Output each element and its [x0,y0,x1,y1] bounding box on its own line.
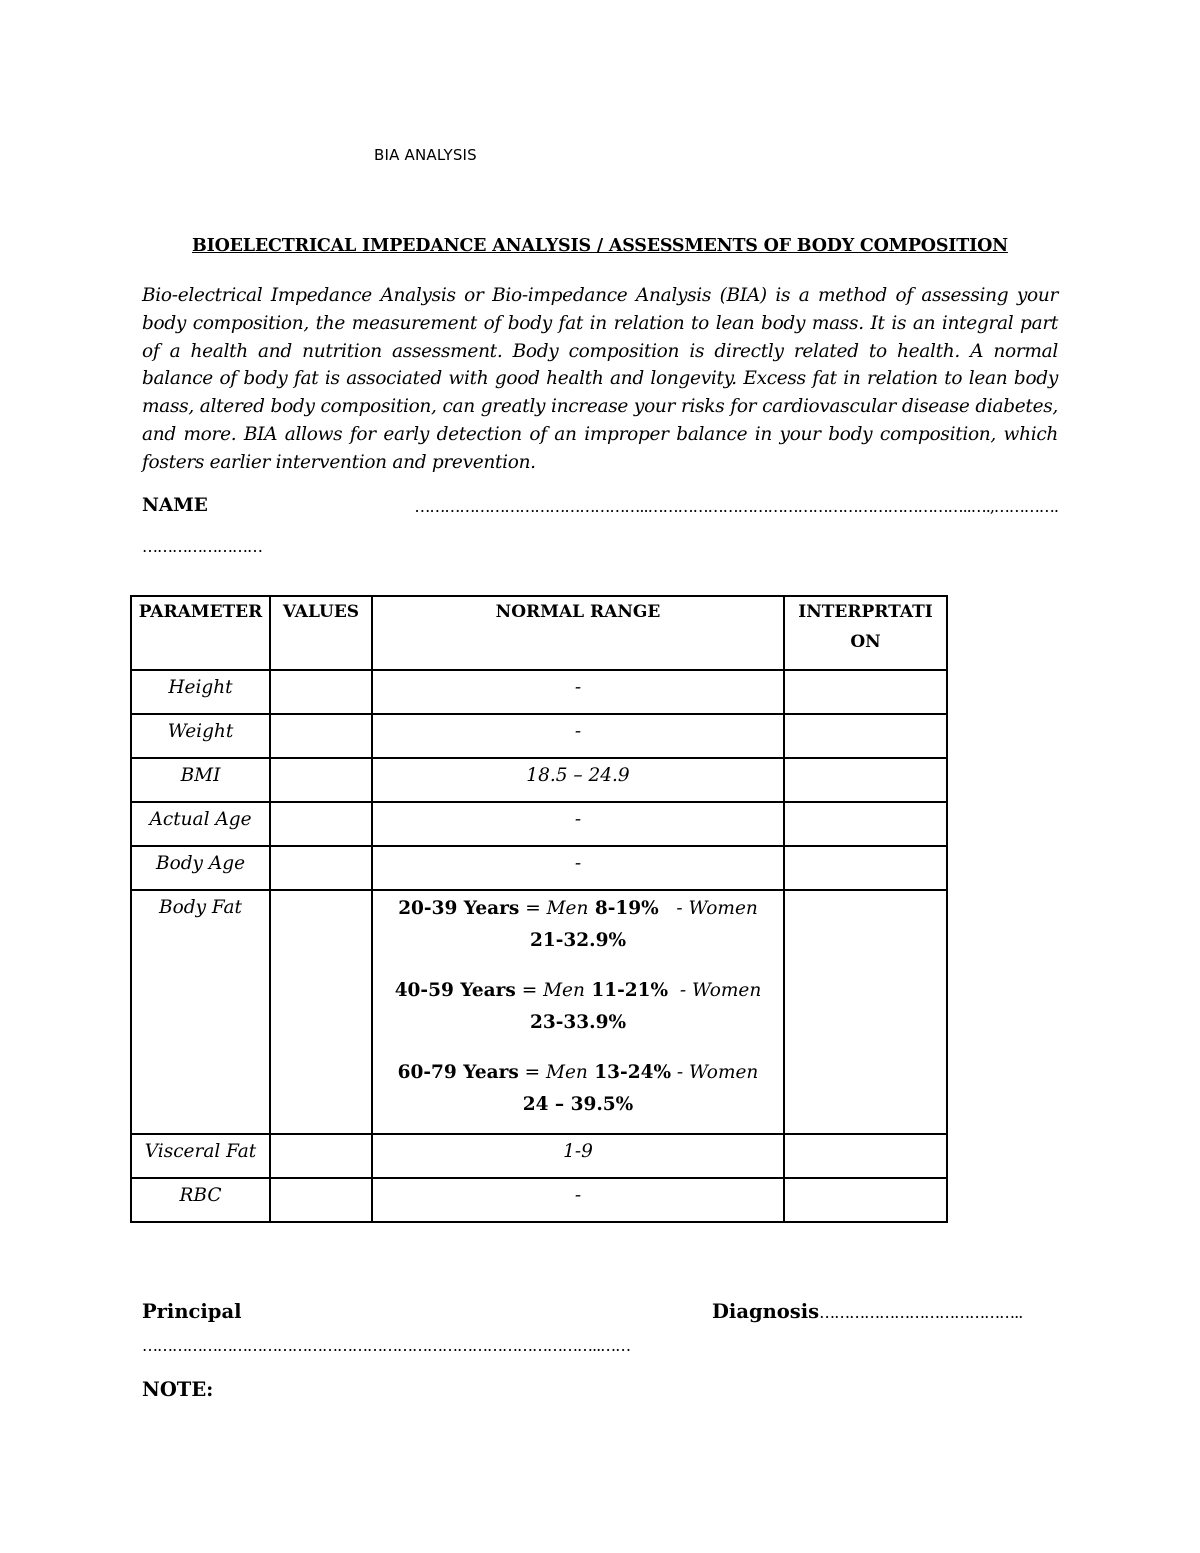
header-normal-range: NORMAL RANGE [372,596,784,670]
name-label: NAME [142,495,208,516]
table-row [131,670,947,714]
param-bmi: BMI [131,758,270,802]
document-title: BIOELECTRICAL IMPEDANCE ANALYSIS / ASSESSMENTS OF BODY COMPOSITION [192,236,1008,256]
value-cell[interactable] [270,758,372,802]
table-row [131,1178,947,1222]
body-fat-group-40-59: 40-59 Years = Men 11-21% - Women 23-33.9% [394,980,762,1033]
intro-paragraph: Bio-electrical Impedance Analysis or Bio-impedance Analysis (BIA) is a method of assessing your body composition, the measurement of body fat in relation to lean body mass. It is an integral part of a health and nutrition assessment. Body composition is directly related to health. A normal balance of body fat is associated with good health and longevity. Excess fat in relation to lean body mass, altered body composition, can greatly increase your risks for cardiovascular disease diabetes, and more. BIA allows for early detection of an improper balance in your body composition, which fosters earlier intervention and prevention. [142,285,1058,473]
range-cell: - [372,714,784,758]
interpretation-cell[interactable] [784,670,947,714]
value-cell[interactable] [270,802,372,846]
interpretation-cell[interactable] [784,758,947,802]
param-body-fat: Body Fat [131,890,270,1134]
param-rbc: RBC [131,1178,270,1222]
table-row [131,846,947,890]
table-row [131,758,947,802]
param-visceral-fat: Visceral Fat [131,1134,270,1178]
bia-table [130,595,948,1223]
value-cell[interactable] [270,714,372,758]
header-values: VALUES [270,596,372,670]
range-cell: - [372,846,784,890]
diagnosis-fill-line[interactable]: ………………………………….. [819,1303,1023,1322]
interpretation-cell[interactable] [784,846,947,890]
range-cell: - [372,1178,784,1222]
interpretation-cell[interactable] [784,890,947,1134]
range-cell: 1-9 [372,1134,784,1178]
body-fat-group-20-39: 20-39 Years = Men 8-19% - Women 21-32.9% [398,898,758,951]
value-cell[interactable] [270,890,372,1134]
table-row [131,802,947,846]
body-fat-group-60-79: 60-79 Years = Men 13-24% - Women 24 – 39.5% [397,1062,759,1115]
range-cell: - [372,802,784,846]
header-interpretation: INTERPRTATION [784,596,947,670]
param-weight: Weight [131,714,270,758]
table-row [131,714,947,758]
value-cell[interactable] [270,846,372,890]
name-fill-line-continued[interactable]: …………………… [142,537,262,556]
range-cell: - [372,670,784,714]
table-row [131,1134,947,1178]
table-header-row [131,596,947,670]
value-cell[interactable] [270,1134,372,1178]
param-height: Height [131,670,270,714]
value-cell[interactable] [270,1178,372,1222]
header-parameter: PARAMETER [131,596,270,670]
interpretation-cell[interactable] [784,1178,947,1222]
name-fill-line[interactable]: ………………………………………..………………………………………………………..….,…………. [414,497,1058,516]
interpretation-cell[interactable] [784,802,947,846]
interpretation-cell[interactable] [784,1134,947,1178]
diagnosis-field [712,1300,1022,1323]
interpretation-cell[interactable] [784,714,947,758]
principal-fill-line[interactable]: ………………………………………………………………………………..…… [142,1336,631,1355]
range-cell: 18.5 – 24.9 [372,758,784,802]
principal-label: Principal [142,1300,242,1323]
value-cell[interactable] [270,670,372,714]
param-body-age: Body Age [131,846,270,890]
note-label: NOTE: [142,1378,214,1401]
header-label: BIA ANALYSIS [374,146,477,164]
diagnosis-label: Diagnosis [712,1300,820,1323]
param-actual-age: Actual Age [131,802,270,846]
body-fat-range-cell [372,890,784,1134]
table-row-body-fat [131,890,947,1134]
